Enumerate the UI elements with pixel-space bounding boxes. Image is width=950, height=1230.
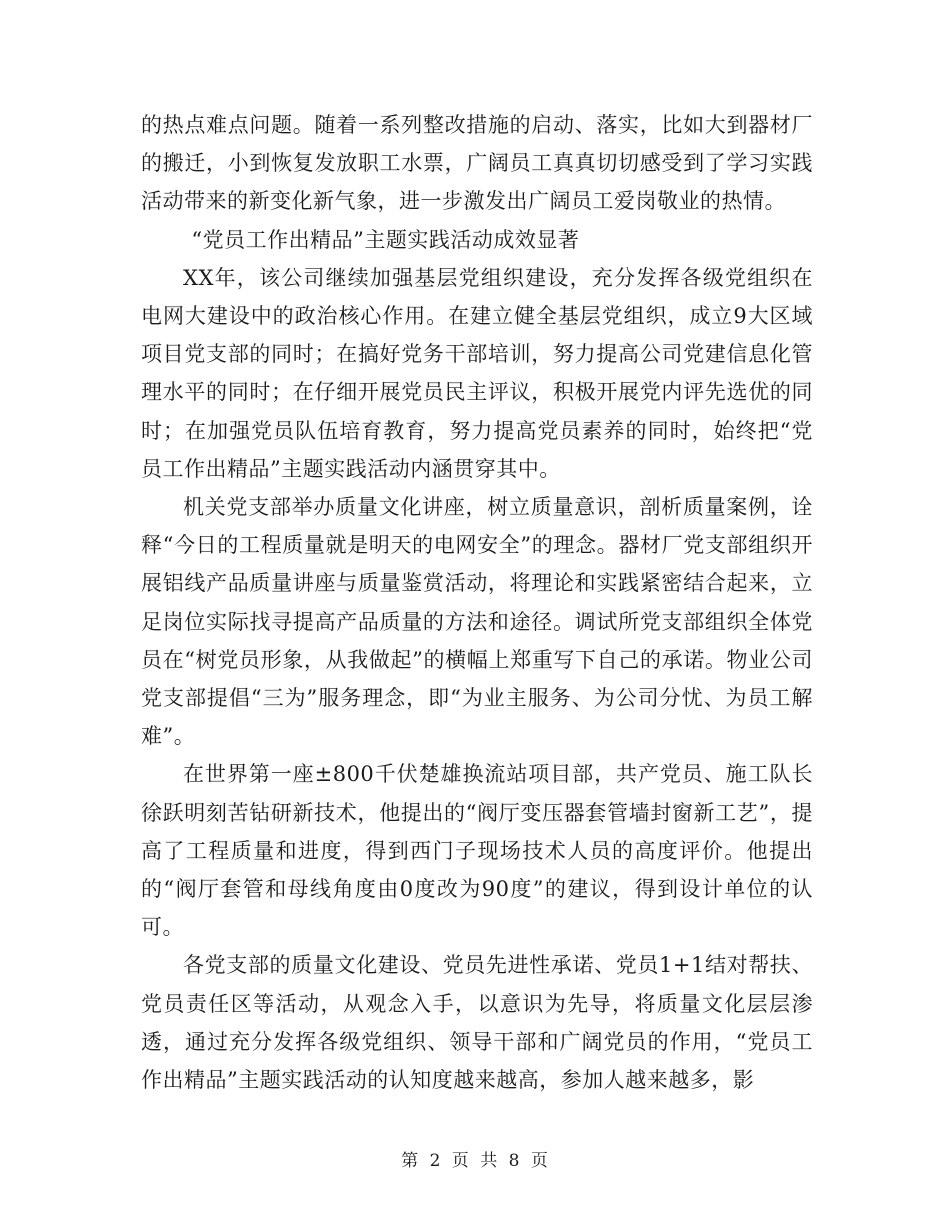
paragraph: 各党支部的质量文化建设、党员先进性承诺、党员1+1结对帮扶、党员责任区等活动，从观念入手，以意识为先导，将质量文化层层渗透，通过充分发挥各级党组织、领导干部和广阔党员的作用，“党员工作出精品”主题实践活动的认知度越来越高，参加人越来越多，影: [141, 953, 813, 1093]
section-heading: “党员工作出精品”主题实践活动成效显著: [191, 227, 580, 252]
document-body: [141, 106, 813, 1099]
paragraph: XX年，该公司继续加强基层党组织建设，充分发挥各级党组织在电网大建设中的政治核心作用。在建立健全基层党组织，成立9大区域项目党支部的同时；在搞好党务干部培训，努力提高公司党建信息化管理水平的同时；在仔细开展党员民主评议，积极开展党内评先选优的同时；在加强党员队伍培育教育，努力提高党员素养的同时，始终把“党员工作出精品”主题实践活动内涵贯穿其中。: [141, 265, 813, 481]
paragraph-continuation: 的热点难点问题。随着一系列整改措施的启动、落实，比如大到器材厂的搬迁，小到恢复发放职工水票，广阔员工真真切切感受到了学习实践活动带来的新变化新气象，进一步激发出广阔员工爱岗敬业的热情。: [141, 113, 813, 214]
paragraph: 在世界第一座±800千伏楚雄换流站项目部，共产党员、施工队长徐跃明刻苦钻研新技术，他提出的“阀厅变压器套管墙封窗新工艺”，提高了工程质量和进度，得到西门子现场技术人员的高度评价。他提出的“阀厅套管和母线角度由0度改为90度”的建议，得到设计单位的认可。: [141, 762, 813, 940]
page-number-footer: 第 2 页 共 8 页: [401, 1151, 549, 1171]
paragraph: 机关党支部举办质量文化讲座，树立质量意识，剖析质量案例，诠释“今日的工程质量就是明天的电网安全”的理念。器材厂党支部组织开展铝线产品质量讲座与质量鉴赏活动，将理论和实践紧密结合起来，立足岗位实际找寻提高产品质量的方法和途径。调试所党支部组织全体党员在“树党员形象，从我做起”的横幅上郑重写下自己的承诺。物业公司党支部提倡“三为”服务理念，即“为业主服务、为公司分忧、为员工解难”。: [141, 495, 813, 749]
